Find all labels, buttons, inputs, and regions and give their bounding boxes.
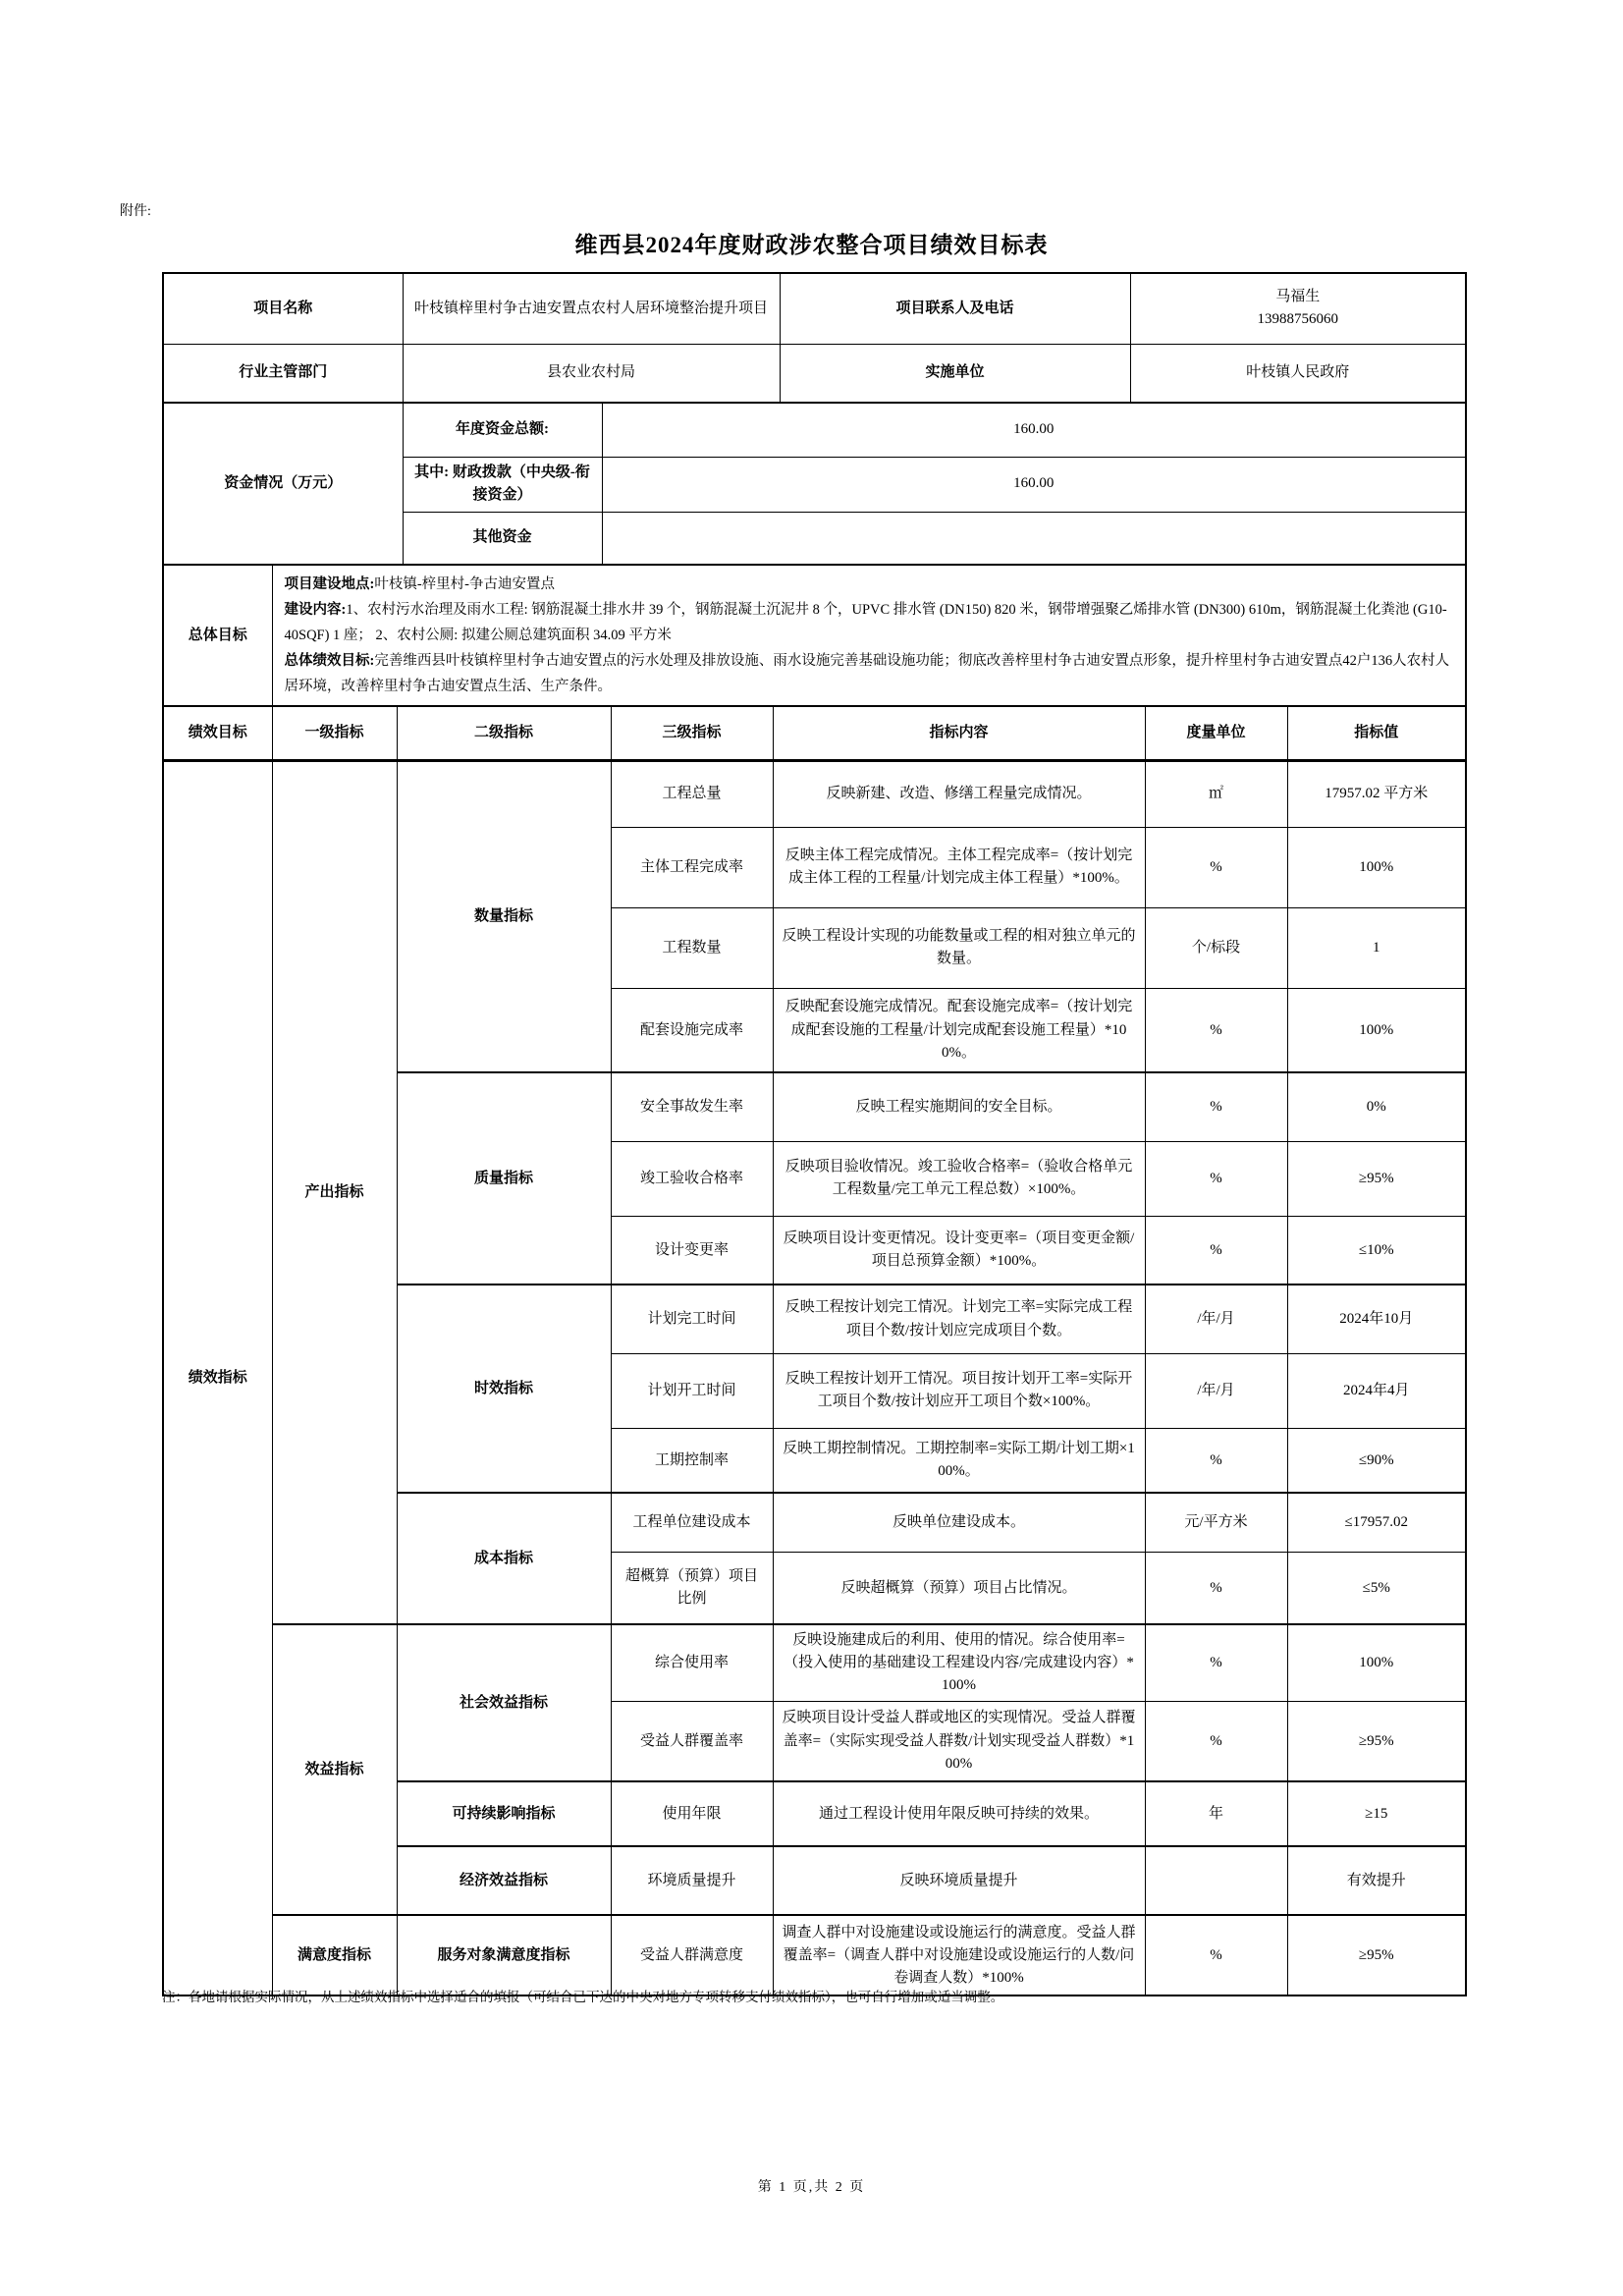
col-header-level1: 一级指标	[272, 707, 397, 760]
funding-total-label: 年度资金总额:	[403, 404, 602, 457]
indicator-unit: %	[1145, 1701, 1287, 1781]
indicator-value: ≤5%	[1287, 1552, 1466, 1624]
indicator-unit: /年/月	[1145, 1285, 1287, 1353]
indicator-unit: %	[1145, 1216, 1287, 1285]
indicator-unit: ㎡	[1145, 760, 1287, 827]
indicator-content: 反映工程设计实现的功能数量或工程的相对独立单元的数量。	[773, 907, 1145, 988]
indicator-l3: 工程总量	[611, 760, 773, 827]
funding-label: 资金情况（万元）	[163, 404, 403, 565]
project-name-value: 叶枝镇梓里村争古迪安置点农村人居环境整治提升项目	[403, 273, 780, 344]
page-number: 第 1 页,共 2 页	[757, 2180, 866, 2195]
indicator-content: 反映单位建设成本。	[773, 1493, 1145, 1552]
indicator-content: 反映工程实施期间的安全目标。	[773, 1072, 1145, 1141]
goal-construction-text: 1、农村污水治理及雨水工程: 钢筋混凝土排水井 39 个，钢筋混凝土沉泥井 8 个，UPVC 排水管 (DN150) 820 米，钢带增强聚乙烯排水管 (DN300) 610m，钢筋混凝土化粪池 (G10-40SQF) 1 座； 2、农村公厕: 拟建公厕总建筑面积 34.09 平方米	[284, 602, 1447, 644]
indicator-l3: 计划完工时间	[611, 1285, 773, 1353]
col-header-content: 指标内容	[773, 707, 1145, 760]
indicator-unit: %	[1145, 1624, 1287, 1701]
indicator-l3: 受益人群满意度	[611, 1915, 773, 1995]
indicator-content: 反映超概算（预算）项目占比情况。	[773, 1552, 1145, 1624]
indicator-l3: 环境质量提升	[611, 1846, 773, 1915]
level2-cost: 成本指标	[397, 1493, 611, 1624]
indicator-table	[162, 707, 1467, 1996]
contact-label: 项目联系人及电话	[780, 273, 1130, 344]
indicator-value: ≥95%	[1287, 1701, 1466, 1781]
indicator-content: 反映项目设计变更情况。设计变更率=（项目变更金额/项目总预算金额）*100%。	[773, 1216, 1145, 1285]
indicator-value: 17957.02 平方米	[1287, 760, 1466, 827]
indicator-value: 有效提升	[1287, 1846, 1466, 1915]
overall-goal-label: 总体目标	[163, 566, 272, 706]
goal-performance-label: 总体绩效目标:	[284, 653, 375, 670]
level1-satisfaction: 满意度指标	[272, 1915, 397, 1995]
indicator-l3: 工程数量	[611, 907, 773, 988]
indicator-l3: 设计变更率	[611, 1216, 773, 1285]
goal-construction	[285, 597, 1454, 648]
funding-central-label: 其中: 财政拨款（中央级-衔接资金）	[403, 457, 602, 512]
indicator-content: 反映配套设施完成情况。配套设施完成率=（按计划完成配套设施的工程量/计划完成配套设施工程量）*100%。	[773, 988, 1145, 1072]
funding-central-value: 160.00	[602, 457, 1466, 512]
col-header-level3: 三级指标	[611, 707, 773, 760]
indicator-unit: %	[1145, 1428, 1287, 1493]
col-header-unit: 度量单位	[1145, 707, 1287, 760]
main-table	[162, 272, 1465, 1996]
indicator-l3: 计划开工时间	[611, 1353, 773, 1428]
perf-indicator-label: 绩效指标	[163, 760, 272, 1995]
col-header-level2: 二级指标	[397, 707, 611, 760]
project-info-table	[162, 272, 1467, 404]
level2-economic: 经济效益指标	[397, 1846, 611, 1915]
level2-quality: 质量指标	[397, 1072, 611, 1285]
indicator-value: ≥95%	[1287, 1915, 1466, 1995]
indicator-unit: %	[1145, 988, 1287, 1072]
indicator-content: 反映工程按计划完工情况。计划完工率=实际完成工程项目个数/按计划应完成项目个数。	[773, 1285, 1145, 1353]
indicator-value: ≤10%	[1287, 1216, 1466, 1285]
impl-unit-label: 实施单位	[780, 344, 1130, 403]
indicator-l3: 工期控制率	[611, 1428, 773, 1493]
indicator-value: ≥95%	[1287, 1141, 1466, 1216]
indicator-unit: 年	[1145, 1781, 1287, 1846]
footnote: 注：各地请根据实际情况，从上述绩效指标中选择适合的填报（可结合已下达的中央对地方专项转移支付绩效指标），也可自行增加或适当调整。	[162, 1990, 1004, 2004]
overall-goal-content	[272, 566, 1466, 706]
indicator-content: 通过工程设计使用年限反映可持续的效果。	[773, 1781, 1145, 1846]
goal-location-text: 叶枝镇-梓里村-争古迪安置点	[374, 576, 555, 592]
funding-table	[162, 404, 1467, 566]
indicator-unit	[1145, 1846, 1287, 1915]
indicator-l3: 配套设施完成率	[611, 988, 773, 1072]
level2-quantity: 数量指标	[397, 760, 611, 1072]
indicator-content: 反映工程按计划开工情况。项目按计划开工率=实际开工项目个数/按计划应开工项目个数×100%。	[773, 1353, 1145, 1428]
level2-timeliness: 时效指标	[397, 1285, 611, 1493]
dept-label: 行业主管部门	[163, 344, 403, 403]
indicator-content: 反映项目验收情况。竣工验收合格率=（验收合格单元工程数量/完工单元工程总数）×100%。	[773, 1141, 1145, 1216]
indicator-l3: 超概算（预算）项目比例	[611, 1552, 773, 1624]
indicator-value: ≤90%	[1287, 1428, 1466, 1493]
col-header-perf-goal: 绩效目标	[163, 707, 272, 760]
indicator-l3: 使用年限	[611, 1781, 773, 1846]
level1-benefit: 效益指标	[272, 1624, 397, 1915]
goal-performance-text: 完善维西县叶枝镇梓里村争古迪安置点的污水处理及排放设施、雨水设施完善基础设施功能；彻底改善梓里村争古迪安置点形象，提升梓里村争古迪安置点42户136人农村人居环境，改善梓里村争古迪安置点生活、生产条件。	[284, 653, 1450, 695]
indicator-content: 反映新建、改造、修缮工程量完成情况。	[773, 760, 1145, 827]
indicator-value: 2024年10月	[1287, 1285, 1466, 1353]
dept-value: 县农业农村局	[403, 344, 780, 403]
level2-sustain: 可持续影响指标	[397, 1781, 611, 1846]
funding-other-label: 其他资金	[403, 512, 602, 565]
goal-location-label: 项目建设地点:	[284, 576, 375, 592]
level2-social: 社会效益指标	[397, 1624, 611, 1781]
funding-total-value: 160.00	[602, 404, 1466, 457]
indicator-value: ≥15	[1287, 1781, 1466, 1846]
indicator-l3: 工程单位建设成本	[611, 1493, 773, 1552]
indicator-unit: %	[1145, 1915, 1287, 1995]
indicator-unit: %	[1145, 1141, 1287, 1216]
indicator-content: 反映设施建成后的利用、使用的情况。综合使用率=（投入使用的基础建设工程建设内容/完成建设内容）*100%	[773, 1624, 1145, 1701]
attachment-label: 附件:	[120, 204, 151, 219]
goal-location	[285, 572, 1454, 597]
indicator-unit: %	[1145, 1552, 1287, 1624]
contact-value	[1130, 273, 1466, 344]
indicator-value: 100%	[1287, 1624, 1466, 1701]
indicator-content: 调查人群中对设施建设或设施运行的满意度。受益人群覆盖率=（调查人群中对设施建设或设施运行的人数/问卷调查人数）*100%	[773, 1915, 1145, 1995]
indicator-value: 100%	[1287, 988, 1466, 1072]
overall-goal-table	[162, 566, 1467, 707]
indicator-value: ≤17957.02	[1287, 1493, 1466, 1552]
indicator-l3: 受益人群覆盖率	[611, 1701, 773, 1781]
indicator-value: 100%	[1287, 827, 1466, 907]
impl-unit-value: 叶枝镇人民政府	[1130, 344, 1466, 403]
indicator-unit: 元/平方米	[1145, 1493, 1287, 1552]
indicator-content: 反映工期控制情况。工期控制率=实际工期/计划工期×100%。	[773, 1428, 1145, 1493]
contact-phone: 13988756060	[1257, 311, 1338, 328]
funding-other-value	[602, 512, 1466, 565]
indicator-unit: %	[1145, 1072, 1287, 1141]
indicator-l3: 主体工程完成率	[611, 827, 773, 907]
indicator-value: 0%	[1287, 1072, 1466, 1141]
indicator-l3: 竣工验收合格率	[611, 1141, 773, 1216]
indicator-unit: 个/标段	[1145, 907, 1287, 988]
level2-service: 服务对象满意度指标	[397, 1915, 611, 1995]
goal-performance	[285, 648, 1454, 699]
indicator-unit: /年/月	[1145, 1353, 1287, 1428]
indicator-l3: 安全事故发生率	[611, 1072, 773, 1141]
level1-output: 产出指标	[272, 760, 397, 1624]
goal-construction-label: 建设内容:	[284, 602, 347, 619]
contact-name: 马福生	[1275, 289, 1321, 304]
indicator-value: 1	[1287, 907, 1466, 988]
col-header-value: 指标值	[1287, 707, 1466, 760]
indicator-content: 反映主体工程完成情况。主体工程完成率=（按计划完成主体工程的工程量/计划完成主体工程量）*100%。	[773, 827, 1145, 907]
indicator-unit: %	[1145, 827, 1287, 907]
project-name-label: 项目名称	[163, 273, 403, 344]
page-title: 维西县2024年度财政涉农整合项目绩效目标表	[574, 233, 1049, 257]
indicator-content: 反映项目设计受益人群或地区的实现情况。受益人群覆盖率=（实际实现受益人群数/计划实现受益人群数）*100%	[773, 1701, 1145, 1781]
indicator-content: 反映环境质量提升	[773, 1846, 1145, 1915]
indicator-l3: 综合使用率	[611, 1624, 773, 1701]
indicator-value: 2024年4月	[1287, 1353, 1466, 1428]
